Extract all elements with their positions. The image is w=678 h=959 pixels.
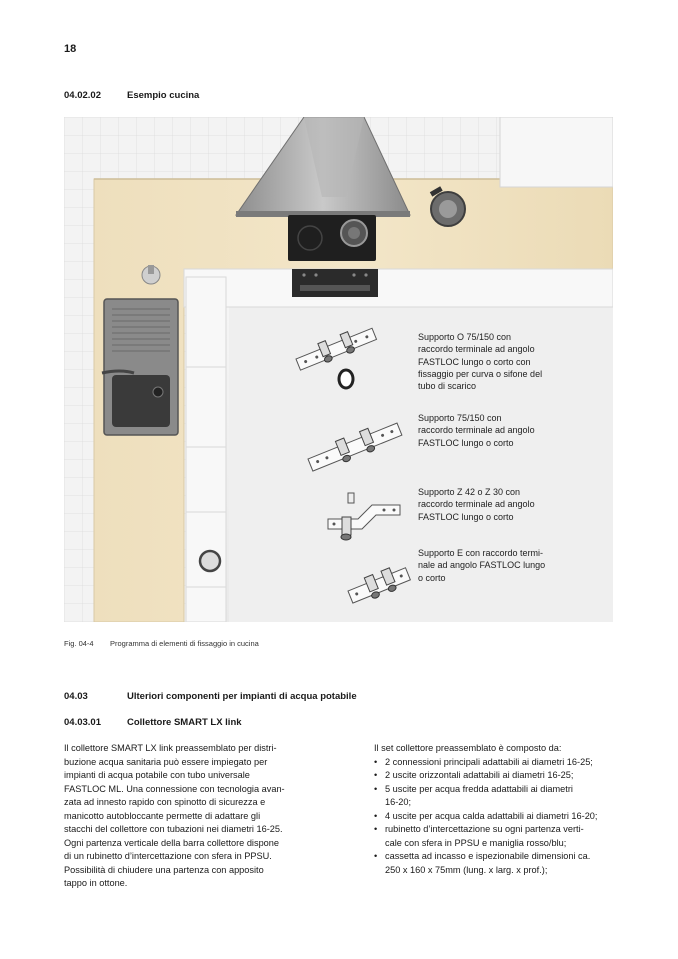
callout-line: o corto [418, 572, 446, 583]
callout-line: raccordo terminale ad angolo [418, 344, 535, 355]
section-number: 04.02.02 [64, 90, 101, 101]
set-items-list [374, 756, 624, 878]
list-item: • 2 uscite orizzontali adattabili ai diametri 16-25; [374, 769, 624, 783]
section-title: Esempio cucina [127, 90, 200, 101]
cabinet-front-top [184, 269, 613, 307]
figure-caption: Programma di elementi di fissaggio in cucina [110, 639, 259, 648]
subsection-number: 04.03.01 [64, 717, 101, 728]
text-line: stacchi del collettore con tubazioni nei diametri 16-25. [64, 824, 283, 834]
set-intro: Il set collettore preassemblato è composto da: [374, 743, 562, 753]
drain-ring-icon [339, 370, 353, 388]
figure-label: Fig. 04-4 [64, 639, 94, 648]
page-number: 18 [64, 43, 77, 55]
list-item: • cassetta ad incasso e ispezionabile dimensioni ca. 250 x 160 x 75mm (lung. x larg. x prof.); [374, 850, 624, 877]
callout-line: FASTLOC lungo o corto [418, 511, 514, 522]
text-line: tappo in ottone. [64, 878, 128, 888]
text-line: impianti di acqua potabile con tubo universale [64, 770, 250, 780]
kitchen-illustration [64, 117, 613, 622]
washing-machine-icon [200, 551, 220, 571]
callout-line: Supporto O 75/150 con [418, 332, 512, 342]
callout-2 [418, 412, 535, 449]
callout-3 [418, 486, 535, 523]
callout-line: Supporto E con raccordo termi- [418, 548, 544, 558]
callout-1 [418, 331, 542, 392]
sink-basin [112, 375, 170, 427]
subsection-title: Collettore SMART LX link [127, 717, 242, 728]
text-line: di un rubinetto d’intercettazione con sfera in PPSU. [64, 851, 272, 861]
wall-cabinet [500, 117, 613, 187]
callout-4 [418, 547, 545, 584]
text-line: buzione acqua sanitaria può essere impiegato per [64, 756, 268, 767]
callout-line: FASTLOC lungo o corto con [418, 356, 531, 367]
callout-line: raccordo terminale ad angolo [418, 499, 535, 510]
list-item: • rubinetto d’intercettazione su ogni partenza verti- cale con sfera in PPSU e maniglia rosso/blu; [374, 823, 624, 850]
callout-line: nale ad angolo FASTLOC lungo [418, 560, 546, 571]
text-line: Ogni partenza verticale della barra collettore dispone [64, 837, 280, 848]
list-item: • 2 connessioni principali adattabili ai diametri 16-25; [374, 756, 624, 770]
text-line: Il collettore SMART LX link preassemblato per distri- [64, 743, 277, 753]
list-item: • 5 uscite per acqua fredda adattabili ai diametri 16-20; [374, 783, 624, 810]
text-line: FASTLOC ML. Una connessione con tecnologia avan- [64, 783, 285, 794]
callout-line: raccordo terminale ad angolo [418, 425, 535, 436]
callout-line: tubo di scarico [418, 381, 477, 392]
callout-line: Supporto 75/150 con [418, 413, 502, 423]
text-line: zata ad innesto rapido con spinotto di sicurezza e [64, 797, 266, 807]
collector-description [64, 742, 354, 891]
callout-line: Supporto Z 42 o Z 30 con [418, 487, 521, 497]
list-item: • 4 uscite per acqua calda adattabili ai diametri 16-20; [374, 810, 624, 824]
text-line: Possibilità di chiudere una partenza con apposito [64, 864, 264, 875]
collector-set-contents [374, 742, 624, 877]
oven [292, 269, 378, 297]
text-line: manicotto autobloccante permette di adattare gli [64, 810, 261, 821]
callout-line: FASTLOC lungo o corto [418, 437, 514, 448]
section-title: Ulteriori componenti per impianti di acqua potabile [127, 691, 357, 702]
section-number: 04.03 [64, 691, 88, 702]
callout-line: fissaggio per curva o sifone del [418, 368, 543, 379]
